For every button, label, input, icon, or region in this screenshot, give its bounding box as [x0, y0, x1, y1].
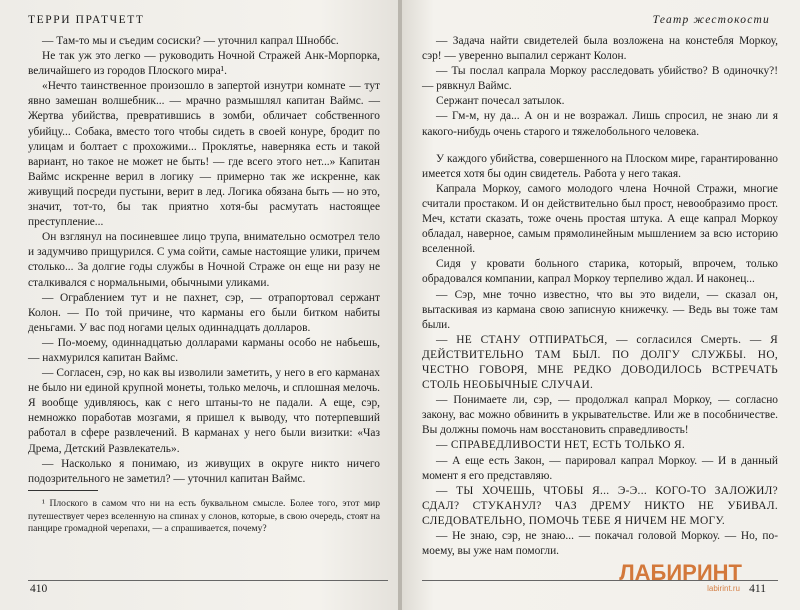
paragraph: — А еще есть Закон, — парировал капрал Моркоу. — И в данный момент я его представляю.: [422, 454, 778, 482]
paragraph: — По-моему, одиннадцатью долларами карманы особо не набьешь, — нахмурился капитан Ваймс.: [28, 336, 380, 364]
paragraph: У каждого убийства, совершенного на Плоском мире, гарантированно имеется хотя бы один свидетель. Работа у него такая.: [422, 152, 778, 180]
paragraph: — Согласен, сэр, но как вы изволили заметить, у него в его карманах не было ни единой крупной монеты, только мелочь, и сплошная мелочь. Я вообще удивляюсь, как с него штаны-то не падали. А еще, сэр, немножко поработав мозгами, я пришел к выводу, что потерпевший работал в сфере развлечений. В карманах у него были визитки: «Чаз Дрема, Детский Развлекатель».: [28, 367, 380, 455]
paragraph: Сержант почесал затылок.: [436, 95, 565, 108]
paragraph: — Ты послал капрала Моркоу расследовать убийство? В одиночку?! — рявкнул Ваймс.: [422, 65, 778, 93]
paragraph: — НЕ СТАНУ ОТПИРАТЬСЯ, — согласился Смерть. — Я ДЕЙСТВИТЕЛЬНО ТАМ БЫЛ. ПО ДОЛГУ СЛУЖБЫ. НО, ЧЕСТНО ГОВОРЯ, МНЕ РЕДКО ДОВОДИЛОСЬ ВСТРЕЧАТЬ СТОЛЬ НЕОБЫЧНЫЕ СЛУЧАИ.: [422, 333, 778, 392]
paragraph: — СПРАВЕДЛИВОСТИ НЕТ, ЕСТЬ ТОЛЬКО Я.: [436, 439, 685, 452]
paragraph: — Гм-м, ну да... А он и не возражал. Лишь спросил, не знаю ли я какого-нибудь очень старого и тяжелобольного человека.: [422, 110, 778, 138]
publisher-watermark-url: labirint.ru: [707, 584, 740, 593]
paragraph: Не так уж это легко — руководить Ночной Стражей Анк-Морпорка, величайшего из городов Плоского мира¹.: [28, 50, 380, 78]
paragraph: — ТЫ ХОЧЕШЬ, ЧТОБЫ Я... Э-Э... КОГО-ТО ЗАЛОЖИЛ? СДАЛ? СТУКАНУЛ? ЧАЗ ДРЕМУ НИКТО НЕ УБИВАЛ. СЛЕДОВАТЕЛЬНО, ПОМОЧЬ ТЕБЕ Я НИЧЕМ НЕ МОГУ.: [422, 484, 778, 527]
paragraph: Он взглянул на посиневшее лицо трупа, внимательно осмотрел тело и задумчиво прищурился. С ума сойти, самые настоящие улики, причем столько... За долгие годы службы в Ночной Страже он еще ни разу не сталкивался с нормальными, обычными уликами.: [28, 231, 380, 289]
left-page-body: [28, 34, 380, 487]
paragraph: — Ограблением тут и не пахнет, сэр, — отрапортовал сержант Колон. — По той причине, что карманы его были битком набиты деньгами. У вас под ногами целых одиннадцать долларов.: [28, 291, 380, 334]
paragraph: — Там-то мы и съедим сосиски? — уточнил капрал Шноббс.: [42, 35, 339, 47]
paragraph: — Задача найти свидетелей была возложена на констебля Моркоу, сэр! — уверенно выпалил сержант Колон.: [422, 35, 778, 63]
paragraph: — Насколько я понимаю, из живущих в округе никто ничего подозрительного не заметил? — уточнил капитан Ваймс.: [28, 457, 380, 485]
left-page: [0, 0, 398, 610]
folio-rule: [28, 580, 388, 581]
paragraph: Капрала Моркоу, самого молодого члена Ночной Стражи, многие считали простаком. И он действительно был прост, невообразимо прост. Меч, кстати сказать, тоже очень простая штука. А еще капрал Моркоу обладал, наверное, самым прямолинейным мышлением за всю историю вселенной.: [422, 182, 778, 256]
paragraph: «Нечто таинственное произошло в запертой изнутри комнате — тут явно замешан волшебник... — мрачно размышлял капитан Ваймс. — Жертва убийства, превратившись в зомби, обличает собственного убийцу... Собака, вместо того чтобы сидеть в своей конуре, бродит по улицам и болтает с прохожими... Проклятье, наверняка есть и такой вариант, но такое не может не быть! — где всего этого нет...» Капитан Ваймс искренне верил в логику — примерно так же искренне, как живущий посреди пустыни, верит в лед. Логика обязана быть — но это, значит, тот-то, бы так приятно хотя-бы расмутать настоящее преступление...: [28, 80, 380, 229]
paragraph: — Сэр, мне точно известно, что вы это видели, — сказал он, вытаскивая из кармана свою записную книжечку. — Ведь вы тоже там были.: [422, 288, 778, 331]
footnote-rule: [28, 490, 98, 491]
right-page-body: [422, 34, 778, 559]
paragraph: — Понимаете ли, сэр, — продолжал капрал Моркоу, — согласно закону, вас можно обвинить в укрывательстве. Или же в пособничестве. Вы должны помочь нам восстановить справедливость!: [422, 394, 778, 437]
right-page: [402, 0, 800, 610]
publisher-watermark: ЛАБИРИНТ: [619, 560, 742, 585]
running-head-author: ТЕРРИ ПРАТЧЕТТ: [28, 14, 145, 26]
page-number: 410: [30, 583, 48, 595]
page-number: 411: [749, 583, 766, 595]
paragraph: Сидя у кровати больного старика, который, впрочем, только обрадовался компании, капрал Моркоу терпеливо ждал. И наконец...: [422, 258, 778, 286]
running-head-chapter: Театр жестокости: [652, 14, 770, 26]
paragraph: — Не знаю, сэр, не знаю... — покачал головой Моркоу. — Но, по-моему, вы уже нам помогли.: [422, 530, 778, 558]
footnote: ¹ Плоского в самом что ни на есть буквальном смысле. Более того, этот мир путешествует через вселенную на спинах у слонов, которые, в свою очередь, стоят на панцире громадной черепахи, — а спрашивается, почему?: [28, 498, 380, 534]
